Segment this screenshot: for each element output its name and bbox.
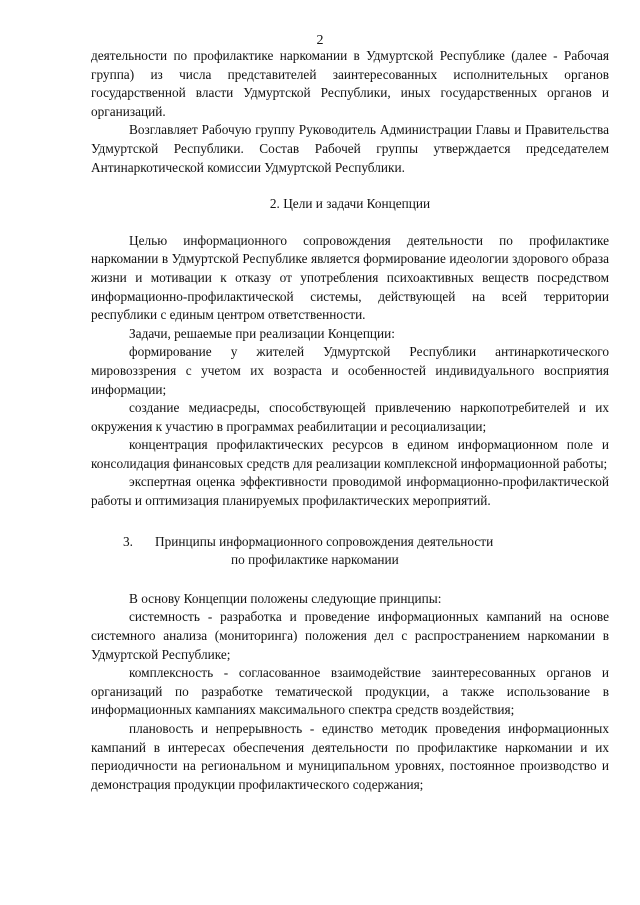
goal-paragraph: Целью информационного сопровождения деятельности по профилактике наркомании в Удмуртской Республике является формирование идеологии здорового образа жизни и мотивации к отказу от употребления психоактивных веществ посредством информационно-профилактической системы, действующей на всей территории республики с единым центром ответственности.: [91, 232, 609, 323]
principle-item: системность - разработка и проведение информационных кампаний на основе системного анализа (мониторинга) положения дел с распространением наркомании в Удмуртской Республике;: [91, 609, 609, 662]
section-3-number: 3.: [123, 533, 133, 549]
task-item: формирование у жителей Удмуртской Республики антинаркотического мировоззрения с учетом их возраста и особенностей индивидуального восприятия информации;: [91, 344, 609, 397]
principles-intro: В основу Концепции положены следующие принципы:: [129, 590, 442, 606]
section-3-heading-line2: по профилактике наркомании: [231, 552, 399, 568]
intro-paragraph: деятельности по профилактике наркомании в Удмуртской Республике (далее - Рабочая группа) из числа представителей заинтересованных исполнительных органов государственной власти Удмуртской Республики, иных государственных органов и организаций.: [91, 48, 609, 119]
section-3-heading: [91, 533, 609, 570]
intro-paragraph: Возглавляет Рабочую группу Руководитель Администрации Главы и Правительства Удмуртской Республики. Состав Рабочей группы утверждается председателем Антинаркотической комиссии Удмуртской Республики.: [91, 122, 609, 175]
principle-item: плановость и непрерывность - единство методик проведения информационных кампаний в интересах обеспечения деятельности по профилактике наркомании и их периодичности на региональном и муниципальном уровнях, постоянное производство и демонстрация продукции профилактического содержания;: [91, 721, 609, 792]
document-body: [91, 47, 609, 794]
page-number: 2: [316, 33, 324, 48]
task-item: создание медиасреды, способствующей привлечению наркопотребителей и их окружения к участию в программах реабилитации и ресоциализации;: [91, 400, 609, 434]
principle-item: комплексность - согласованное взаимодействие заинтересованных органов и организаций по разработке тематической продукции, а также использование в информационных кампаниях максимального спектра средств воздействия;: [91, 665, 609, 718]
tasks-intro: Задачи, решаемые при реализации Концепции:: [129, 325, 395, 341]
task-item: концентрация профилактических ресурсов в едином информационном поле и консолидация финансовых средств для реализации комплексной информационной работы;: [91, 437, 609, 471]
section-3-heading-line1: Принципы информационного сопровождения деятельности: [155, 533, 494, 549]
section-2-heading: 2. Цели и задачи Концепции: [269, 196, 431, 212]
task-item: экспертная оценка эффективности проводимой информационно-профилактической работы и оптимизация планируемых профилактических мероприятий.: [91, 474, 609, 509]
